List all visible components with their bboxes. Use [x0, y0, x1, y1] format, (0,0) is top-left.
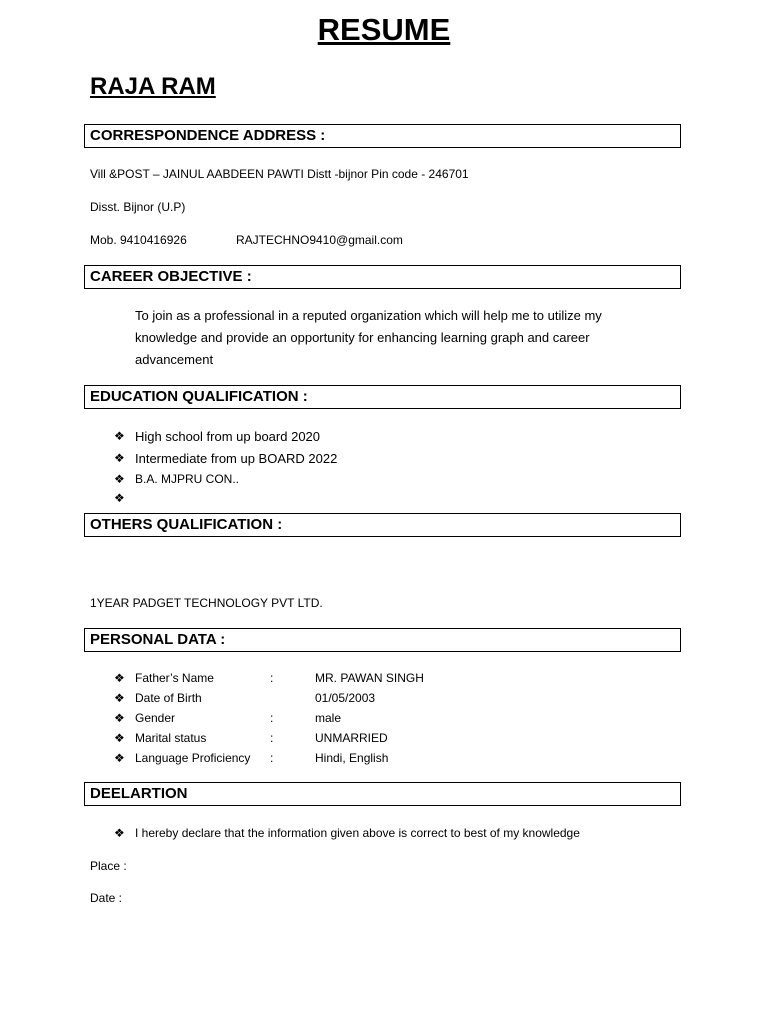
bullet-icon: ❖ [114, 751, 125, 765]
declaration-text: I hereby declare that the information given above is correct to best of my knowledge [135, 826, 580, 840]
personal-value: UNMARRIED [315, 731, 388, 745]
section-header-others [84, 513, 681, 537]
bullet-icon: ❖ [114, 429, 125, 443]
bullet-icon: ❖ [114, 671, 125, 685]
candidate-name: RAJA RAM [90, 73, 216, 100]
section-title: PERSONAL DATA : [90, 631, 226, 648]
bullet-icon: ❖ [114, 451, 125, 465]
personal-row [114, 691, 514, 709]
personal-value: MR. PAWAN SINGH [315, 671, 424, 685]
section-header-declaration [84, 782, 681, 806]
section-header-personal [84, 628, 681, 652]
personal-separator: : [270, 671, 274, 685]
personal-separator: : [270, 731, 274, 745]
objective-line-1: To join as a professional in a reputed organization which will help me to utilize my [135, 308, 602, 323]
section-title: CORRESPONDENCE ADDRESS : [90, 127, 326, 144]
list-item [114, 472, 514, 490]
place-label: Place : [90, 859, 127, 873]
section-title: DEELARTION [90, 785, 188, 802]
list-item [114, 451, 514, 469]
objective-line-2: knowledge and provide an opportunity for enhancing learning graph and career [135, 330, 590, 345]
others-line-1: 1YEAR PADGET TECHNOLOGY PVT LTD. [90, 596, 323, 610]
date-label: Date : [90, 891, 123, 905]
bullet-icon: ❖ [114, 472, 125, 486]
objective-line-3: advancement [135, 352, 214, 367]
section-header-education [84, 385, 681, 409]
resume-title: RESUME [317, 12, 451, 47]
personal-row [114, 731, 514, 749]
address-line-2: Disst. Bijnor (U.P) [90, 200, 186, 214]
bullet-icon: ❖ [114, 491, 125, 505]
personal-value: Hindi, English [315, 751, 389, 765]
section-header-address [84, 124, 681, 148]
section-title: CAREER OBJECTIVE : [90, 268, 252, 285]
personal-value: 01/05/2003 [315, 691, 376, 705]
section-header-objective [84, 265, 681, 289]
section-title: EDUCATION QUALIFICATION : [90, 388, 308, 405]
list-item [114, 429, 514, 447]
personal-separator: : [270, 751, 274, 765]
bullet-icon: ❖ [114, 731, 125, 745]
email-address: RAJTECHNO9410@gmail.com [236, 233, 403, 247]
bullet-icon: ❖ [114, 691, 125, 705]
bullet-icon: ❖ [114, 826, 125, 840]
bullet-icon: ❖ [114, 711, 125, 725]
personal-label: Language Proficiency [135, 751, 251, 765]
personal-label: Gender [135, 711, 176, 725]
education-item: B.A. MJPRU CON.. [135, 472, 240, 486]
mobile-number: Mob. 9410416926 [90, 233, 187, 247]
personal-row [114, 751, 514, 769]
personal-separator: : [270, 711, 274, 725]
address-line-1: Vill &POST – JAINUL AABDEEN PAWTI Distt -bijnor Pin code - 246701 [90, 167, 469, 181]
education-item: Intermediate from up BOARD 2022 [135, 451, 338, 466]
personal-row [114, 671, 514, 689]
list-item [114, 491, 514, 509]
personal-value: male [315, 711, 342, 725]
education-item: High school from up board 2020 [135, 429, 321, 444]
list-item [114, 826, 674, 844]
section-title: OTHERS QUALIFICATION : [90, 516, 283, 533]
personal-label: Date of Birth [135, 691, 202, 705]
personal-row [114, 711, 514, 729]
personal-label: Father’s Name [135, 671, 214, 685]
personal-label: Marital status [135, 731, 207, 745]
